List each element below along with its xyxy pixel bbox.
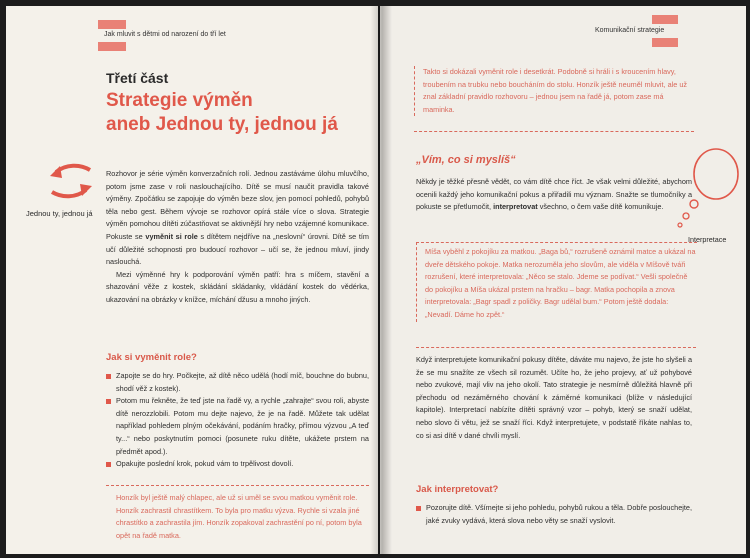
list-item: [106, 370, 369, 395]
running-head-right: Komunikační strategie: [595, 27, 665, 34]
list-item: [106, 395, 369, 458]
section-title-right: „Vím, co si myslíš“: [416, 154, 516, 166]
chapter-title-line1: Strategie výměn: [106, 90, 253, 111]
bullet-square-icon: [106, 399, 111, 404]
list-item-text: Pozorujte dítě. Všímejte si jeho pohledu, pohybů rukou a těla. Dobře poslouchejte, jaké zvuky vydává, která slova nebo věty se snaží vyslovit.: [426, 503, 692, 525]
exchange-arrows-icon: [42, 162, 100, 202]
bullet-list-right: [416, 502, 692, 527]
story-divider: [414, 131, 694, 132]
list-item-text: Zapojte se do hry. Počkejte, až dítě něco udělá (hodí míč, bouchne do bubnu, shodí věž z kostek).: [116, 371, 369, 393]
left-page: [6, 6, 378, 554]
intro-paragraph: [106, 168, 369, 307]
header-marker: [98, 20, 126, 29]
part-label: Třetí část: [106, 70, 169, 86]
intro-text-b: s dítětem nejdříve na „neslovní“ úrovni. Dítě se tím učí důležité schopnosti pro budoucí rozhovor – učí se, že jednou mluví, jindy naslouchá.: [106, 231, 369, 267]
running-head-left: Jak mluvit s dětmi od narození do tří let: [104, 31, 226, 38]
list-item-text: Opakujte poslední krok, pokud vám to trpělivost dovolí.: [116, 459, 294, 469]
right-page: [380, 6, 746, 554]
list-item: [106, 458, 369, 471]
story-continuation: Takto si dokázali vyměnit role i desetkrát. Podobně si hráli i s kroucením hlavy, troubením na trubku nebo boucháním do stolu. Honzík ještě neuměl mluvit, ale už znal základní pravidlo rozhovoru – jednou jsem na řadě já, potom zase má maminka.: [414, 66, 695, 116]
bullet-list-left: [106, 370, 369, 471]
intro-paragraph-2: Mezi výměnné hry k podporování výměn patří: hra s míčem, stavění a shazování věže z kostek, skládání skládanky, vkládání kostek do vědérka, ukazování na obrázky v knížce, míchání džusu a mnoho jiných.: [106, 269, 369, 304]
p1-text: Někdy je těžké přesně vědět, co vám dítě chce říct. Je však velmi důležité, abychom ocenili každý jeho komunikační pokus a přiřadili mu význam. Snažte se tlumočníky a pokuste se přetlumočit,: [416, 177, 692, 212]
example-text: Míša vyběhl z pokojíku za matkou. „Baga bů,“ rozrušeně oznámil matce a ukázal na dveře dětského pokoje. Matka nerozuměla jeho slovům, ale viděla v Míšově tváři rozrušení, které interpretovala: „Něco se stalo. Jdeme se podívat.“ Vešli společně do pokojíku a Míša ukázal prstem na hračku – bagr. Matka pochopila a znova interpretovala: „Bagr spadl z poličky. Bagr udělal bum.“ Potom ještě dodala: „Nevadí. Dáme ho zpět.“: [416, 242, 697, 322]
intro-text: Rozhovor je série výměn konverzačních rolí. Jednou zastáváme úlohu mluvčího, potom jsme zase v roli naslouchajícího. Dítě se musí naučit pravidla takové výměny. Zpočátku se zapojuje do výměn beze slov, jen pomocí pohledů, pohybů těla nebo gest. Během vývoje se rozhovor opírá stále více o slova. Strategie výměn pomohou dítěti zúčastňovat se aktivnější hry nebo vzájemné komunikace. Pokuste se: [106, 169, 369, 241]
bullet-square-icon: [416, 506, 421, 511]
bullet-square-icon: [106, 374, 111, 379]
interpretation-intro: [416, 176, 692, 214]
header-marker: [652, 38, 678, 47]
header-marker: [98, 42, 126, 51]
section-heading-left: Jak si vyměnit role?: [106, 352, 197, 363]
chapter-title-line2: aneb Jednou ty, jednou já: [106, 114, 338, 135]
intro-bold: vyměnit si role: [145, 231, 198, 241]
interpretation-paragraph: Když interpretujete komunikační pokusy dítěte, dáváte mu najevo, že jste ho slyšeli a že se mu snažíte ze všech sil rozumět. Učíte ho, že jeho projevy, ať už pohybové nebo zvukové, mají vliv na jeho okolí. Tato strategie je nesmírně důležitá hlavně při přechodu od nezáměrného chování k záměrné komunikaci (blíže v následující kapitole). Interpretací nabízíte dítěti správný vzor – pohyb, který se snaží udělat, nebo slovo či větu, jež se snaží říci. Když interpretujete, v podstatě říkáte nahlas to, co si asi dítě v dané chvíli myslí.: [416, 355, 692, 440]
example-divider: [416, 347, 696, 348]
p1-bold: interpretovat: [493, 202, 538, 212]
margin-note-right: Interpretace: [688, 235, 727, 244]
story-divider: [106, 485, 369, 486]
p1-text-b: všechno, o čem vaše dítě komunikuje.: [539, 202, 664, 212]
bullet-square-icon: [106, 462, 111, 467]
section-heading-right: Jak interpretovat?: [416, 484, 499, 495]
list-item-text: Potom mu řekněte, že teď jste na řadě vy, a rychle „zahrajte“ svou roli, abyste dítě nerozzlobili. Potom mu dejte najevo, že je na řadě. Můžete tak udělat například pohledem plným očekávání, podáním hračky, přímou výzvou „A teď ty...“ nebo poskytnutím pomoci (posunete ruku dítěte, ukážete prstem na předmět apod.).: [116, 396, 369, 456]
margin-note-left: Jednou ty, jednou já: [26, 209, 93, 218]
story-text-left: Honzík byl ještě malý chlapec, ale už si uměl se svou matkou vyměnit role. Honzík zachrastil chrastítkem. To byla pro matku výzva. Rychle si vzala jiné chrastítko a zachrastila jím. Honzík zopakoval zachrastění po ní, potom byla opět na řadě matka.: [116, 493, 362, 540]
list-item: [416, 502, 692, 527]
header-marker: [652, 15, 678, 24]
